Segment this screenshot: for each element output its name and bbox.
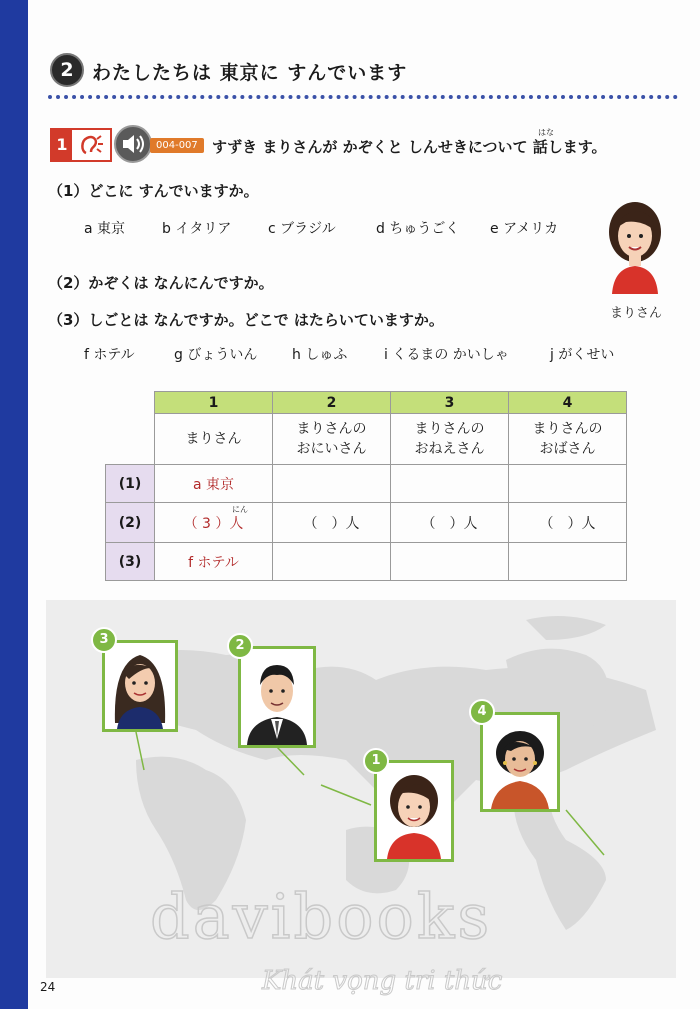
answer-cell-3-4[interactable] — [509, 543, 627, 581]
col-header-3: 3 — [391, 392, 509, 414]
row-label-2: (2) — [106, 503, 155, 543]
book-spine — [0, 0, 28, 1009]
task-instruction: すずき まりさんが かぞくと しんせきについて 話します。 — [212, 138, 607, 156]
answer-cell-3-2[interactable] — [273, 543, 391, 581]
table-corner-2 — [106, 414, 155, 465]
answer-cell-3-3[interactable] — [391, 543, 509, 581]
furigana-nin: にん — [232, 505, 248, 514]
col-header-4: 4 — [509, 392, 627, 414]
answer-table — [105, 391, 627, 581]
answer-cell-2-2[interactable]: （ ）人 — [273, 503, 391, 543]
name-cell-4: まりさんの おばさん — [509, 414, 627, 465]
answer-cell-1-3[interactable] — [391, 465, 509, 503]
option-f: f ホテル — [84, 347, 135, 363]
badge-3: 3 — [91, 627, 117, 653]
task-number: 1 — [52, 130, 72, 160]
section-number: 2 — [50, 53, 84, 87]
col-header-1: 1 — [155, 392, 273, 414]
col-header-2: 2 — [273, 392, 391, 414]
answer-cell-2-1[interactable]: にん （ 3 ）人 — [155, 503, 273, 543]
option-e: e アメリカ — [490, 221, 559, 237]
option-j: j がくせい — [550, 347, 615, 363]
option-c: c ブラジル — [268, 221, 336, 237]
badge-2: 2 — [227, 633, 253, 659]
answer-cell-1-1[interactable]: a 東京 — [155, 465, 273, 503]
row-label-1: (1) — [106, 465, 155, 503]
furigana-hana: はな — [538, 128, 554, 137]
audio-track-label: 004-007 — [150, 138, 204, 153]
option-d: d ちゅうごく — [376, 221, 460, 237]
watermark-tagline: Khát vọng tri thức — [262, 966, 503, 996]
page-number: 24 — [40, 980, 56, 994]
table-corner — [106, 392, 155, 414]
task-badge — [50, 128, 112, 162]
answer-cell-2-3[interactable]: （ ）人 — [391, 503, 509, 543]
answer-cell-3-1[interactable]: f ホテル — [155, 543, 273, 581]
option-g: g びょういん — [174, 347, 258, 363]
question-3: （3）しごとは なんですか。どこで はたらいていますか。 — [48, 311, 444, 329]
section-title: わたしたちは 東京に すんでいます — [92, 62, 408, 84]
answer-cell-1-2[interactable] — [273, 465, 391, 503]
name-cell-3: まりさんの おねえさん — [391, 414, 509, 465]
badge-1: 1 — [363, 748, 389, 774]
watermark-brand: davibooks — [150, 880, 493, 953]
option-b: b イタリア — [162, 221, 232, 237]
mari-label: まりさん — [610, 306, 663, 321]
name-cell-1: まりさん — [155, 414, 273, 465]
audio-speaker-icon[interactable] — [114, 125, 152, 163]
option-a: a 東京 — [84, 221, 126, 237]
option-h: h しゅふ — [292, 347, 348, 363]
badge-4: 4 — [469, 699, 495, 725]
name-cell-2: まりさんの おにいさん — [273, 414, 391, 465]
option-i: i くるまの かいしゃ — [384, 347, 509, 363]
question-2: （2）かぞくは なんにんですか。 — [48, 274, 274, 292]
mari-portrait — [602, 198, 668, 294]
row-label-3: (3) — [106, 543, 155, 581]
question-1: （1）どこに すんでいますか。 — [48, 182, 259, 200]
answer-cell-2-4[interactable]: （ ）人 — [509, 503, 627, 543]
dotted-divider — [48, 95, 678, 99]
ear-icon — [78, 133, 104, 157]
answer-cell-1-4[interactable] — [509, 465, 627, 503]
